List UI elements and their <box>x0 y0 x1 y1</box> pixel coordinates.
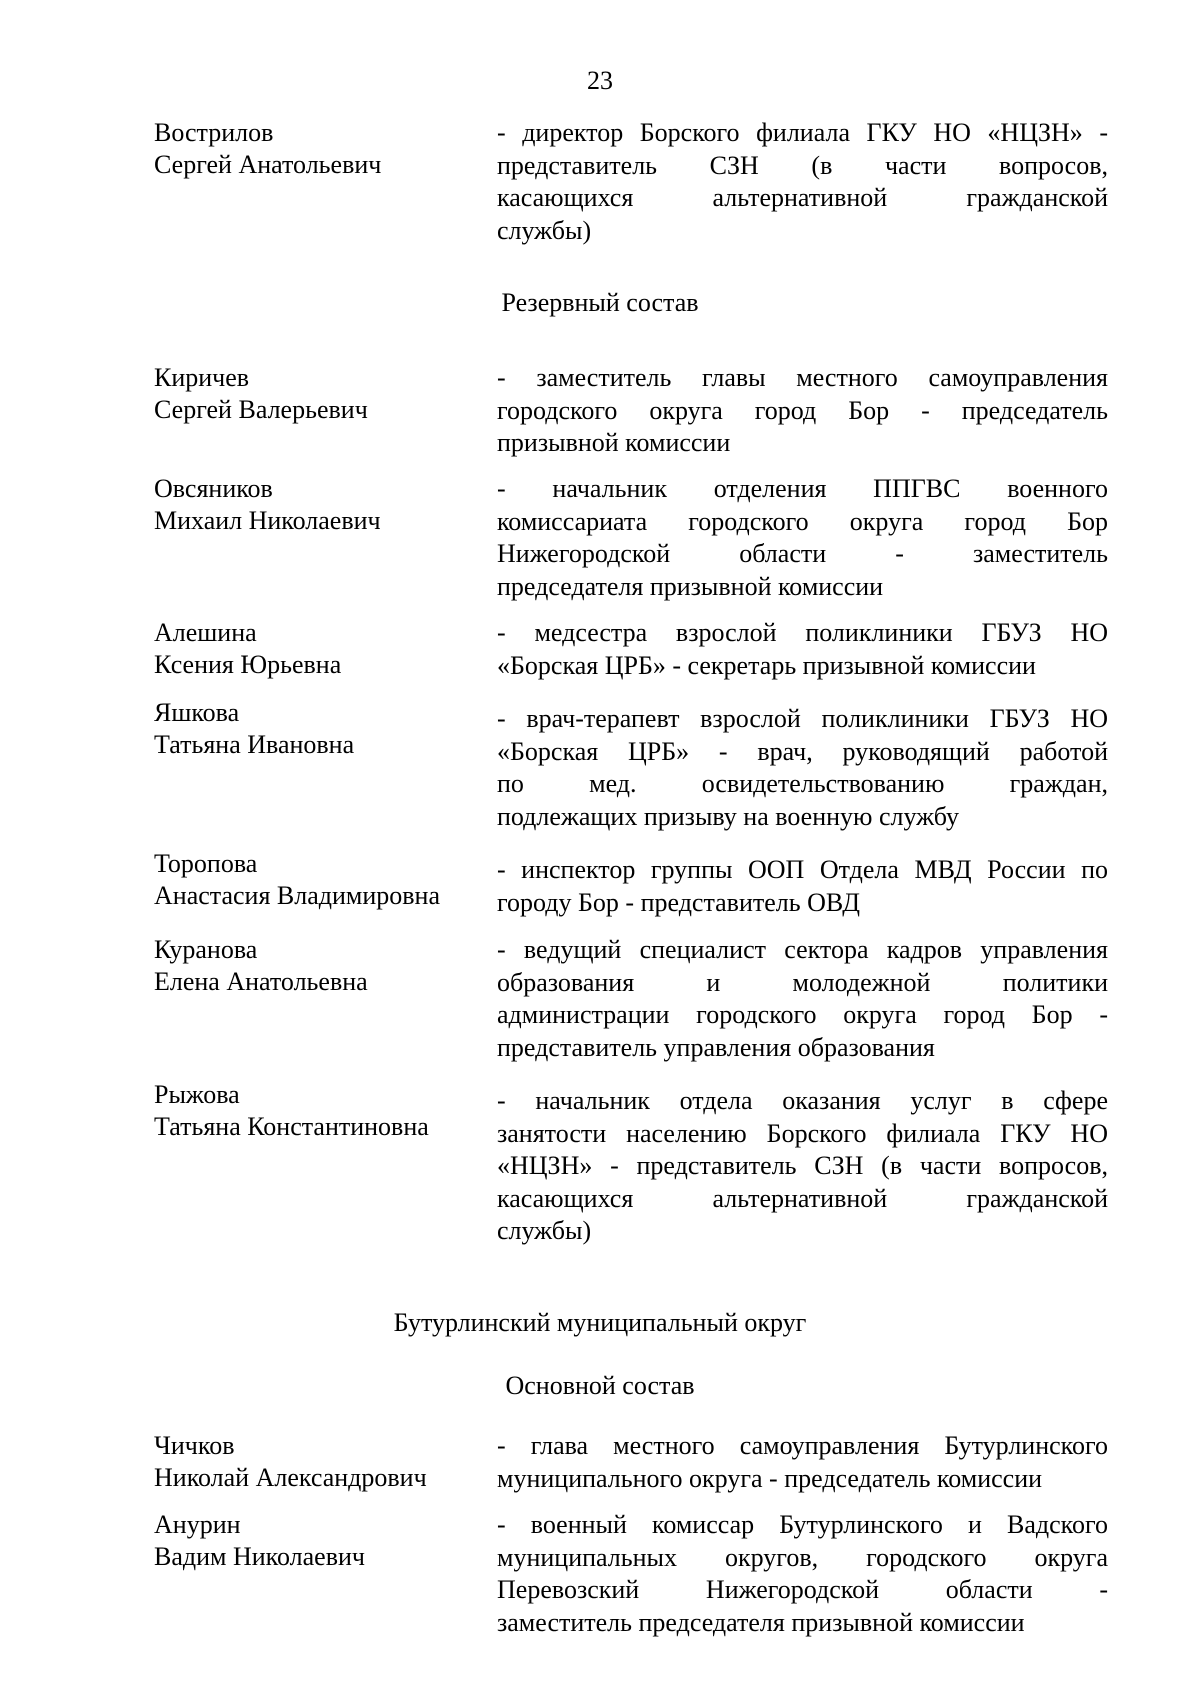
role-line: администрации городского округа город Бор - <box>497 1000 1108 1029</box>
role-line: «Борская ЦРБ» - секретарь призывной комиссии <box>497 650 1036 680</box>
member-name <box>154 1430 484 1494</box>
member-surname: Овсяников <box>154 474 273 503</box>
member-name <box>154 934 484 998</box>
role-line: - военный комиссар Бутурлинского и Вадского <box>497 1510 1108 1539</box>
section-heading: Резервный состав <box>501 288 699 317</box>
member-given-name: Татьяна Ивановна <box>154 730 355 759</box>
role-line: «НЦЗН» - представитель СЗН (в части вопросов, <box>497 1151 1108 1180</box>
member-surname: Куранова <box>154 935 258 964</box>
role-line: касающихся альтернативной гражданской <box>497 1183 1108 1213</box>
role-line: - начальник отделения ППГВС военного <box>497 474 1108 503</box>
member-surname: Яшкова <box>154 698 240 727</box>
role-line: занятости населению Борского филиала ГКУ НО <box>497 1118 1108 1148</box>
member-surname: Рыжова <box>154 1080 240 1109</box>
member-role <box>497 473 1108 603</box>
member-given-name: Татьяна Константиновна <box>154 1112 429 1141</box>
member-name <box>154 617 484 681</box>
role-line: заместитель председателя призывной комиссии <box>497 1607 1025 1637</box>
member-given-name: Елена Анатольевна <box>154 967 368 996</box>
role-line: - врач-терапевт взрослой поликлиники ГБУЗ НО <box>497 704 1108 733</box>
member-name <box>154 848 484 912</box>
role-line: службы) <box>497 215 592 245</box>
member-name <box>154 1079 484 1143</box>
role-line: Нижегородской области - заместитель <box>497 539 1108 568</box>
role-line: председателя призывной комиссии <box>497 571 884 601</box>
member-given-name: Николай Александрович <box>154 1463 427 1492</box>
member-surname: Чичков <box>154 1431 235 1460</box>
member-role <box>497 1509 1108 1639</box>
role-line: комиссариата городского округа город Бор <box>497 506 1108 536</box>
member-name <box>154 1509 484 1573</box>
role-line: службы) <box>497 1216 592 1245</box>
role-line: - начальник отдела оказания услуг в сфере <box>497 1086 1108 1115</box>
member-role <box>497 1085 1108 1248</box>
member-role <box>497 617 1108 682</box>
role-line: - глава местного самоуправления Бутурлинского <box>497 1431 1108 1460</box>
role-line: «Борская ЦРБ» - врач, руководящий работой <box>497 736 1108 766</box>
member-surname: Алешина <box>154 618 257 647</box>
member-given-name: Вадим Николаевич <box>154 1542 365 1571</box>
member-role <box>497 1430 1108 1495</box>
page-number: 23 <box>587 66 613 95</box>
member-surname: Вострилов <box>154 118 274 147</box>
member-given-name: Анастасия Владимировна <box>154 881 440 910</box>
role-line: подлежащих призыву на военную службу <box>497 801 959 831</box>
role-line: - медсестра взрослой поликлиники ГБУЗ НО <box>497 618 1108 647</box>
member-name <box>154 473 484 537</box>
member-given-name: Михаил Николаевич <box>154 506 381 535</box>
role-line: - инспектор группы ООП Отдела МВД России по <box>497 855 1108 884</box>
member-name <box>154 117 484 181</box>
role-line: - директор Борского филиала ГКУ НО «НЦЗН» - <box>497 118 1108 147</box>
member-role <box>497 703 1108 833</box>
role-line: - ведущий специалист сектора кадров управления <box>497 935 1108 964</box>
role-line: касающихся альтернативной гражданской <box>497 183 1108 212</box>
role-line: образования и молодежной политики <box>497 967 1108 997</box>
role-line: представитель СЗН (в части вопросов, <box>497 150 1108 180</box>
member-role <box>497 854 1108 919</box>
member-given-name: Ксения Юрьевна <box>154 650 342 679</box>
role-line: Перевозский Нижегородской области - <box>497 1575 1108 1604</box>
member-name <box>154 697 484 761</box>
role-line: муниципального округа - председатель комиссии <box>497 1463 1043 1493</box>
role-line: городу Бор - представитель ОВД <box>497 887 860 917</box>
member-role <box>497 117 1108 247</box>
role-line: муниципальных округов, городского округа <box>497 1542 1108 1572</box>
member-role <box>497 934 1108 1064</box>
role-line: призывной комиссии <box>497 428 731 457</box>
section-heading: Бутурлинский муниципальный округ <box>393 1308 807 1337</box>
member-surname: Киричев <box>154 363 250 392</box>
member-name <box>154 362 484 426</box>
role-line: - заместитель главы местного самоуправления <box>497 363 1108 392</box>
role-line: городского округа город Бор - председатель <box>497 395 1108 425</box>
role-line: по мед. освидетельствованию граждан, <box>497 769 1108 798</box>
member-role <box>497 362 1108 460</box>
member-surname: Анурин <box>154 1510 241 1539</box>
member-given-name: Сергей Анатольевич <box>154 150 382 179</box>
section-heading: Основной состав <box>505 1371 695 1400</box>
member-surname: Торопова <box>154 849 258 878</box>
member-given-name: Сергей Валерьевич <box>154 395 368 424</box>
role-line: представитель управления образования <box>497 1032 935 1062</box>
